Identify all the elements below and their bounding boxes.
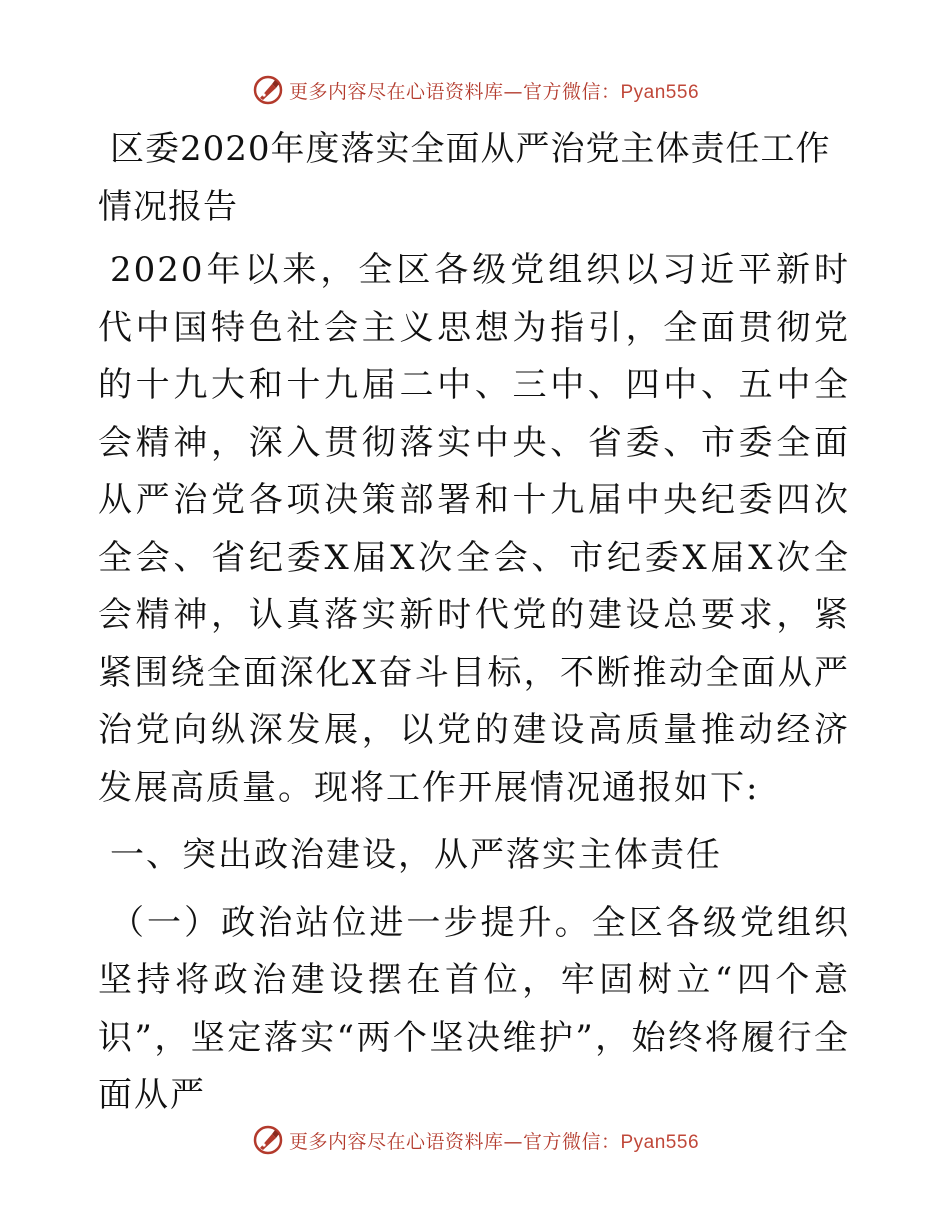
watermark-text: 更多内容尽在心语资料库—官方微信：Pyan556 xyxy=(288,1130,700,1153)
watermark-wechat-id: Pyan556 xyxy=(620,1131,700,1153)
watermark-footer xyxy=(0,1122,950,1158)
intro-paragraph: 2020年以来，全区各级党组织以习近平新时代中国特色社会主义思想为指引，全面贯彻党的十九大和十九届二中、三中、四中、五中全会精神，深入贯彻落实中央、省委、市委全面从严治党各项决策部署和十九届中央纪委四次全会、省纪委X届X次全会、市纪委X届X次全会精神，认真落实新时代党的建设总要求，紧紧围绕全面深化X奋斗目标，不断推动全面从严治党向纵深发展，以党的建设高质量推动经济发展高质量。现将工作开展情况通报如下: xyxy=(98,250,850,808)
pen-nib-icon xyxy=(251,1123,285,1157)
section-heading: 一、突出政治建设，从严落实主体责任 xyxy=(110,835,722,875)
watermark-wechat-id: Pyan556 xyxy=(620,81,700,103)
watermark-header xyxy=(0,72,950,108)
watermark-text: 更多内容尽在心语资料库—官方微信：Pyan556 xyxy=(288,80,700,103)
section-paragraph: （一）政治站位进一步提升。全区各级党组织坚持将政治建设摆在首位，牢固树立“四个意识”，坚定落实“两个坚决维护”，始终将履行全面从严 xyxy=(98,902,850,1115)
document-body xyxy=(98,120,850,1125)
pen-nib-icon xyxy=(251,73,285,107)
document-title: 区委2020年度落实全面从严治党主体责任工作情况报告 xyxy=(98,129,831,227)
